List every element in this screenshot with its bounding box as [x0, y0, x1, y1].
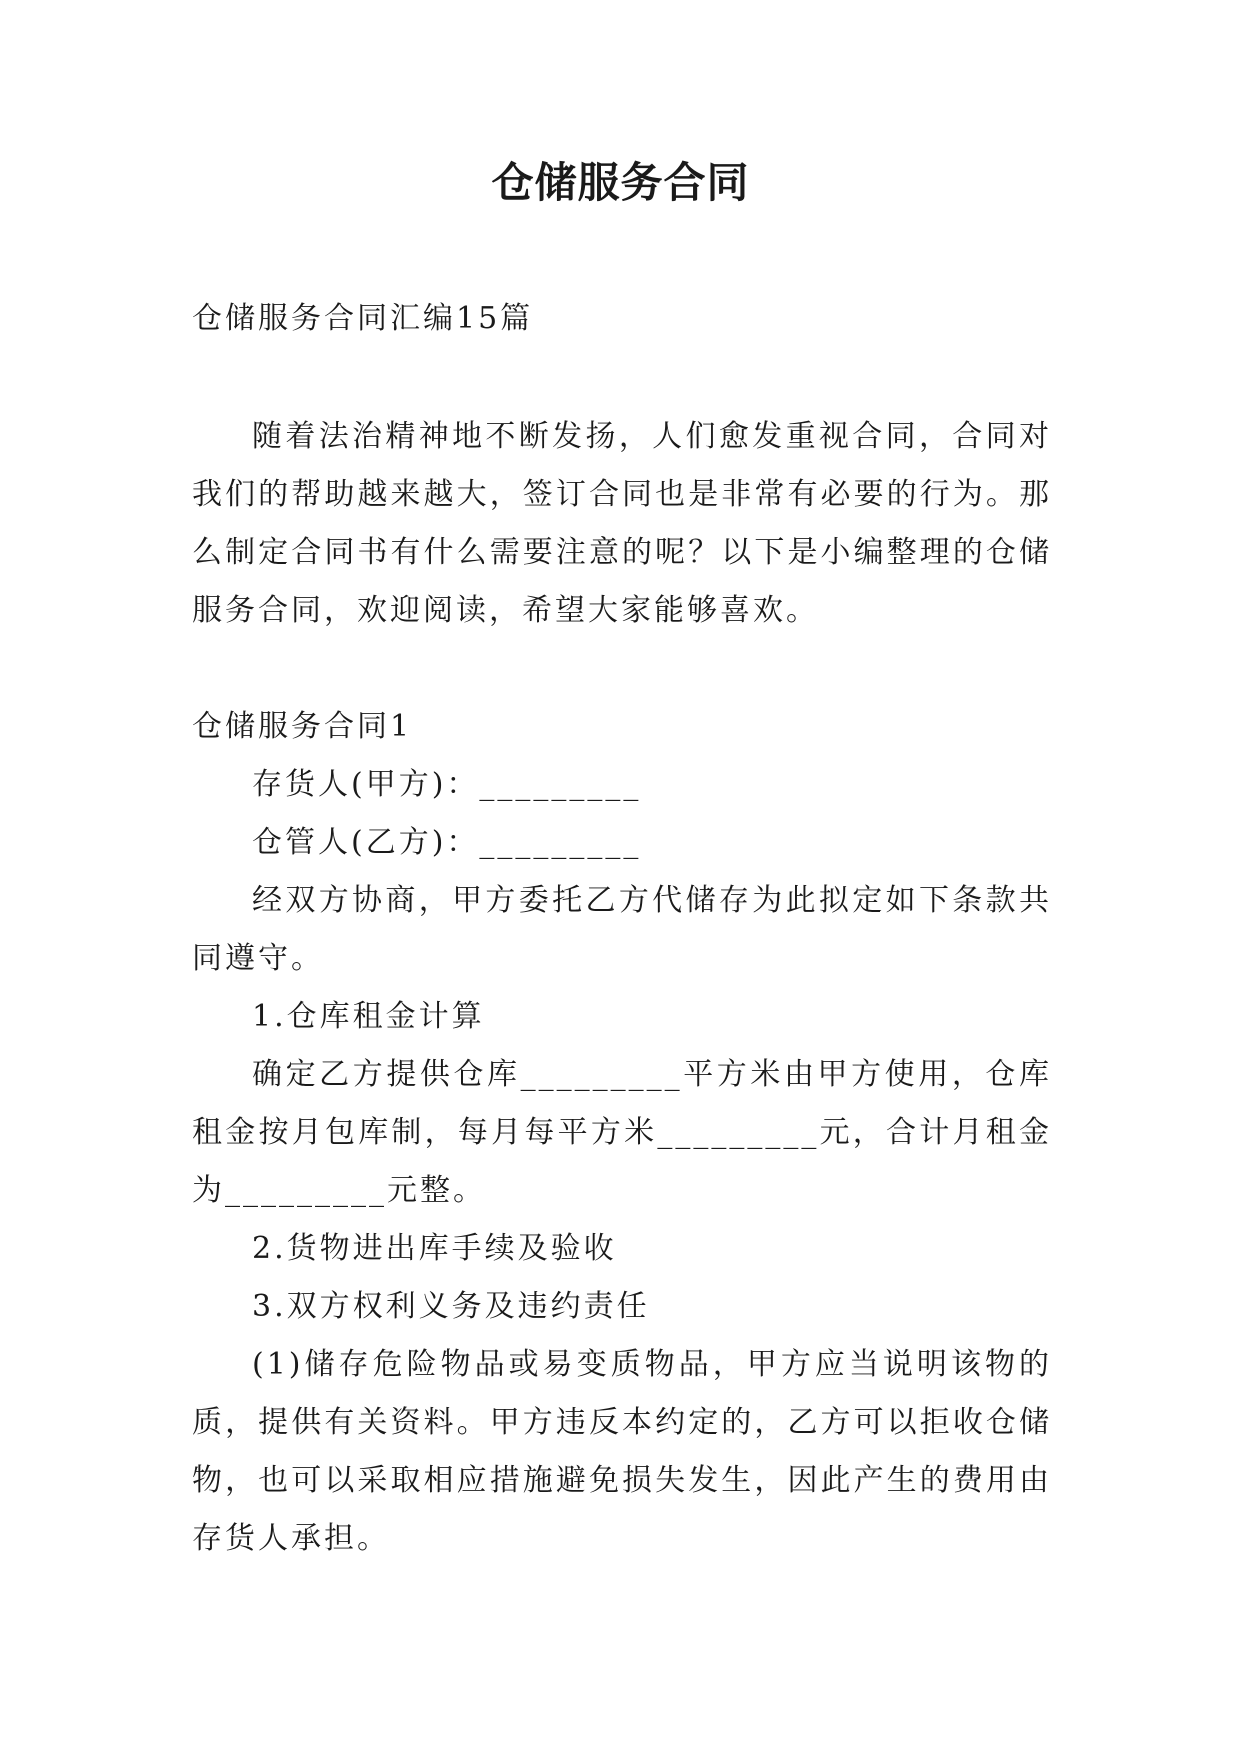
agreement-paragraph: 经双方协商，甲方委托乙方代储存为此拟定如下条款共同遵守。: [192, 883, 1052, 976]
spacer: [192, 348, 1052, 408]
party-a-line: 存货人(甲方)：_________: [252, 767, 642, 802]
document-subtitle: 仓储服务合同汇编15篇: [192, 301, 534, 336]
obligation-paragraph-1: (1)储存危险物品或易变质物品，甲方应当说明该物的质，提供有关资料。甲方违反本约定的，乙方可以拒收仓储物，也可以采取相应措施避免损失发生，因此产生的费用由存货人承担。: [192, 1347, 1052, 1556]
spacer: [192, 640, 1052, 698]
party-b-line: 仓管人(乙方)：_________: [252, 825, 642, 860]
document-body: [192, 290, 1052, 1568]
document-title: 仓储服务合同: [491, 158, 750, 207]
intro-paragraph: 随着法治精神地不断发扬，人们愈发重视合同，合同对我们的帮助越来越大，签订合同也是非常有必要的行为。那么制定合同书有什么需要注意的呢？以下是小编整理的仓储服务合同，欢迎阅读，希望大家能够喜欢。: [192, 419, 1052, 628]
section-heading: 仓储服务合同1: [192, 709, 413, 744]
clause-heading-rent: 1.仓库租金计算: [252, 999, 485, 1034]
rent-paragraph: 确定乙方提供仓库_________平方米由甲方使用，仓库租金按月包库制，每月每平方米_________元，合计月租金为_________元整。: [192, 1057, 1052, 1208]
clause-heading-inventory: 2.货物进出库手续及验收: [252, 1231, 617, 1266]
clause-heading-obligations: 3.双方权利义务及违约责任: [252, 1289, 650, 1324]
